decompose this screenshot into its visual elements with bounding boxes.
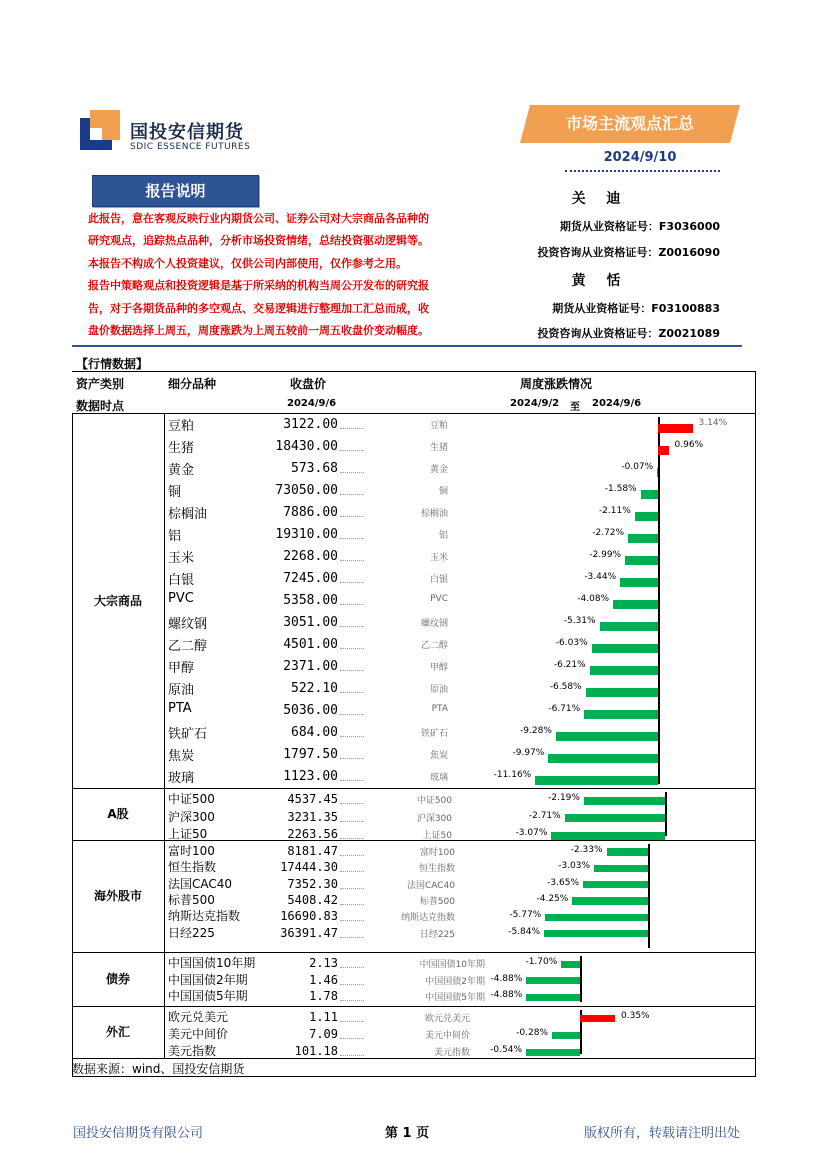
category-divider <box>164 840 165 952</box>
bar-value: -1.70% <box>525 957 558 967</box>
bar <box>620 578 658 587</box>
bar-category-label: 中国国债5年期 <box>425 993 485 1003</box>
bar-category-label: 甲醇 <box>429 663 448 673</box>
note-line: 本报告不构成个人投资建议，仅供公司内部使用，仅作参考之用。 <box>88 256 407 270</box>
bar <box>594 865 648 872</box>
bar-value: -3.03% <box>558 861 591 872</box>
close-price: 684.00 <box>291 725 338 740</box>
asset-category: 外汇 <box>105 1025 130 1039</box>
item-name: 铁矿石 <box>168 727 208 742</box>
close-price: 5036.00 <box>283 703 338 718</box>
close-price: 5358.00 <box>283 593 338 608</box>
bar-axis <box>648 844 650 948</box>
note-line: 研究观点，追踪热点品种，分析市场投资情绪，总结投资驱动逻辑等。 <box>88 234 429 248</box>
bar-value: -3.44% <box>584 572 617 582</box>
bar-value: 0.35% <box>621 1011 650 1021</box>
note-line: 此报告，意在客观反映行业内期货公司、证券公司对大宗商品各品种的 <box>88 212 429 225</box>
close-price: 16690.83 <box>280 909 338 924</box>
close-price: 5408.42 <box>287 892 338 907</box>
bar-value: -2.19% <box>548 793 580 803</box>
bar-value: -6.58% <box>549 682 582 692</box>
close-price: 18430.00 <box>275 439 338 454</box>
bar <box>580 1015 615 1023</box>
item-name: 美元指数 <box>168 1044 217 1058</box>
bar-value: -4.25% <box>536 893 569 904</box>
analyst-cert: 投资咨询从业资格证号：Z0021089 <box>537 327 720 340</box>
bar-category-label: 生猪 <box>429 443 448 453</box>
bar-value: -3.07% <box>515 828 548 838</box>
item-name: 中国国债5年期 <box>168 989 248 1003</box>
footer-copyright: 版权所有，转载请注明出处 <box>584 1126 741 1141</box>
item-name: 生猪 <box>168 441 195 456</box>
close-price: 7886.00 <box>283 505 338 520</box>
bar <box>565 814 665 822</box>
item-name: 铝 <box>168 529 182 544</box>
bar <box>526 977 580 984</box>
item-name: 日经225 <box>168 925 215 940</box>
group-divider <box>72 1006 756 1007</box>
bar <box>572 897 648 904</box>
bar-category-label: 欧元兑美元 <box>424 1014 470 1024</box>
company-name-cn: 国投安信期货 <box>130 122 244 143</box>
bar <box>590 666 658 675</box>
item-name: 纳斯达克指数 <box>168 909 241 924</box>
bar-category-label: 铜 <box>438 487 448 497</box>
asset-category: 大宗商品 <box>93 593 142 608</box>
close-price: 3122.00 <box>283 417 338 432</box>
item-name: 中国国债10年期 <box>168 956 256 970</box>
item-name: 中证500 <box>168 792 215 806</box>
bar-category-label: 白银 <box>429 575 448 585</box>
category-divider <box>164 952 165 1006</box>
item-name: 棕榈油 <box>168 507 208 522</box>
bar-value: -1.58% <box>604 484 637 494</box>
item-name: 白银 <box>168 573 195 588</box>
close-price: 2268.00 <box>283 549 338 564</box>
analyst-cert: 期货从业资格证号：F3036000 <box>559 220 720 233</box>
bar <box>584 797 665 805</box>
bar <box>613 600 658 609</box>
item-name: 美元中间价 <box>168 1027 229 1041</box>
dotted-leader <box>340 714 364 715</box>
bar-axis <box>665 792 667 836</box>
bar <box>548 754 658 763</box>
item-name: 玻璃 <box>168 771 195 786</box>
close-date: 2024/9/6 <box>287 398 337 409</box>
asset-category: 债券 <box>105 972 130 986</box>
bar-category-label: 豆粕 <box>429 421 448 431</box>
bar-value: -5.77% <box>509 910 542 921</box>
close-price: 7.09 <box>309 1027 338 1041</box>
bar-category-label: 原油 <box>429 685 448 695</box>
bar-value: 0.96% <box>674 440 704 450</box>
note-line: 告，对于各期货品种的多空观点、交易逻辑进行整理加工汇总而成，收 <box>88 301 429 315</box>
report-note-title: 报告说明 <box>92 175 259 207</box>
item-name: 上证50 <box>168 827 208 841</box>
item-name: 焦炭 <box>168 749 195 764</box>
bar-category-label: 富时100 <box>419 848 455 858</box>
bar-category-label: 上证50 <box>422 831 452 841</box>
bar <box>552 1032 580 1040</box>
bar <box>658 424 693 433</box>
bar-category-label: 铝 <box>438 531 448 541</box>
bar-category-label: 中国国债2年期 <box>425 976 485 987</box>
bar-category-label: 玻璃 <box>429 773 448 783</box>
close-price: 73050.00 <box>275 483 338 498</box>
bar-value: -11.16% <box>493 770 532 780</box>
bar-value: -3.65% <box>547 877 580 888</box>
page-number: 第 1 页 <box>385 1126 430 1141</box>
col-item: 细分品种 <box>168 377 217 391</box>
bar <box>628 534 658 543</box>
item-name: 黄金 <box>168 463 195 478</box>
report-date: 2024/9/10 <box>603 150 677 165</box>
dotted-leader <box>340 967 364 968</box>
bar <box>526 1049 580 1057</box>
close-price: 1123.00 <box>283 769 338 784</box>
bar-category-label: 黄金 <box>429 465 448 475</box>
data-source: 数据来源：wind、国投安信期货 <box>72 1062 245 1076</box>
close-price: 1.11 <box>309 1010 338 1024</box>
bar-category-label: 美元指数 <box>433 1048 470 1058</box>
close-price: 7245.00 <box>283 571 338 586</box>
close-price: 17444.30 <box>280 860 338 875</box>
asset-category: A股 <box>107 807 129 821</box>
item-name: 标普500 <box>168 892 215 907</box>
bar-value: -2.33% <box>570 845 603 855</box>
note-line: 报告中策略观点和投资逻辑是基于所采纳的机构当周公开发布的研究报 <box>88 279 429 293</box>
bar-value: -4.88% <box>490 990 523 1000</box>
close-price: 3231.35 <box>287 809 338 824</box>
bar <box>625 556 658 565</box>
table-left-border <box>72 413 73 1058</box>
section-title: 【行情数据】 <box>76 357 149 371</box>
bar <box>556 732 658 741</box>
bar-category-label: 标普500 <box>419 896 455 907</box>
bar-category-label: 乙二醇 <box>420 641 448 651</box>
footer-company: 国投安信期货有限公司 <box>73 1126 204 1141</box>
col-asset: 资产类别 <box>76 377 125 391</box>
header-bottom-rule <box>72 413 756 414</box>
dotted-leader <box>340 1000 364 1001</box>
bar-value: -6.03% <box>555 638 588 648</box>
category-divider <box>164 1006 165 1058</box>
close-price: 1797.50 <box>283 747 338 762</box>
close-price: 1.46 <box>309 972 338 987</box>
close-price: 4501.00 <box>283 637 338 652</box>
close-price: 19310.00 <box>275 527 338 542</box>
bar <box>526 994 580 1001</box>
bar-value: -4.08% <box>577 594 610 604</box>
close-price: 101.18 <box>294 1044 338 1058</box>
item-name: 螺纹钢 <box>168 617 208 632</box>
item-name: 原油 <box>168 683 195 698</box>
bar-category-label: 棕榈油 <box>420 509 448 519</box>
close-price: 3051.00 <box>283 615 338 630</box>
bar <box>635 512 658 521</box>
bar <box>600 622 658 631</box>
bar-axis <box>580 956 582 1002</box>
bar-value: -9.97% <box>512 748 545 758</box>
close-price: 2263.56 <box>287 827 338 841</box>
bar-category-label: 中国国债10年期 <box>419 960 485 970</box>
item-name: 乙二醇 <box>168 639 208 654</box>
bar-category-label: 焦炭 <box>429 751 448 761</box>
bar-value: -2.71% <box>528 810 561 821</box>
close-price: 1.78 <box>309 989 338 1003</box>
analyst-cert: 投资咨询从业资格证号：Z0016090 <box>537 246 720 259</box>
close-price: 36391.47 <box>280 925 338 940</box>
item-name: 中国国债2年期 <box>168 972 248 987</box>
col-close: 收盘价 <box>290 377 327 391</box>
col-change: 周度涨跌情况 <box>520 377 593 391</box>
item-name: 甲醇 <box>168 661 195 676</box>
item-name: PTA <box>168 701 192 716</box>
row-time-label: 数据时点 <box>76 399 125 413</box>
close-price: 8181.47 <box>287 844 338 858</box>
range-sep: 至 <box>570 402 580 413</box>
item-name: PVC <box>168 591 194 606</box>
bar-value: -0.54% <box>490 1045 522 1055</box>
bar-category-label: 螺纹钢 <box>420 619 448 629</box>
company-name-en: SDIC ESSENCE FUTURES <box>130 142 251 152</box>
item-name: 玉米 <box>168 551 195 566</box>
item-name: 沪深300 <box>168 809 215 824</box>
item-name: 铜 <box>168 485 182 500</box>
bar-value: -5.84% <box>508 926 541 937</box>
analyst-name: 黄 恬 <box>571 273 629 289</box>
close-price: 7352.30 <box>287 876 338 891</box>
bar-category-label: 美元中间价 <box>424 1031 470 1041</box>
bar-category-label: PTA <box>431 704 448 714</box>
bar-category-label: 恒生指数 <box>418 864 455 875</box>
bar-value: -6.71% <box>548 704 581 714</box>
close-price: 4537.45 <box>287 792 338 806</box>
bar-category-label: 法国CAC40 <box>406 880 455 891</box>
bar-value: -4.88% <box>490 973 523 984</box>
item-name: 富时100 <box>168 844 215 858</box>
item-name: 欧元兑美元 <box>168 1010 229 1024</box>
dotted-leader <box>340 604 364 605</box>
bar-category-label: PVC <box>430 594 448 604</box>
close-price: 2371.00 <box>283 659 338 674</box>
bar-category-label: 日经225 <box>419 929 455 940</box>
bar <box>584 710 658 719</box>
range-from: 2024/9/2 <box>510 398 560 409</box>
bar <box>658 446 669 455</box>
bar <box>535 776 658 785</box>
bar <box>544 930 648 937</box>
bar-category-label: 沪深300 <box>416 813 452 824</box>
bar <box>607 848 648 855</box>
bar <box>592 644 658 653</box>
bar-category-label: 中证500 <box>416 796 452 806</box>
bar-value: -0.28% <box>516 1028 548 1038</box>
bar-value: -9.28% <box>520 726 552 736</box>
analyst-cert: 期货从业资格证号：F03100883 <box>552 302 720 315</box>
bar <box>561 961 580 968</box>
bar-value: 3.14% <box>698 418 728 428</box>
group-divider <box>72 952 756 953</box>
bar-value: -2.11% <box>598 506 631 516</box>
item-name: 豆粕 <box>168 419 195 434</box>
category-divider <box>164 413 165 788</box>
bar-category-label: 玉米 <box>429 553 448 563</box>
asset-category: 海外股市 <box>93 889 142 903</box>
bar-axis <box>658 417 660 784</box>
note-line: 盘价数据选择上周五，周度涨跌为上周五较前一周五收盘价变动幅度。 <box>88 324 429 338</box>
bar-value: -5.31% <box>563 616 596 626</box>
bar-category-label: 铁矿石 <box>420 729 448 739</box>
bar-category-label: 纳斯达克指数 <box>400 913 455 924</box>
item-name: 恒生指数 <box>168 860 217 875</box>
bar-value: -6.21% <box>553 660 586 670</box>
item-name: 法国CAC40 <box>168 876 233 891</box>
analyst-name: 关 迪 <box>571 191 629 207</box>
bar-value: -2.99% <box>589 550 622 560</box>
range-to: 2024/9/6 <box>592 398 642 409</box>
bar <box>545 914 648 921</box>
banner-title: 市场主流观点汇总 <box>530 107 730 141</box>
bar-value: -0.07% <box>621 462 654 472</box>
close-price: 2.13 <box>309 956 338 970</box>
dotted-leader <box>340 984 364 985</box>
bar-value: -2.72% <box>592 528 625 538</box>
bar <box>551 832 665 840</box>
close-price: 573.68 <box>291 461 338 476</box>
bar <box>657 468 658 477</box>
close-price: 522.10 <box>291 681 338 696</box>
bar <box>641 490 658 499</box>
bar <box>586 688 658 697</box>
bar <box>583 881 648 888</box>
group-divider <box>72 788 756 789</box>
category-divider <box>164 788 165 840</box>
table-right-border <box>755 371 756 1076</box>
